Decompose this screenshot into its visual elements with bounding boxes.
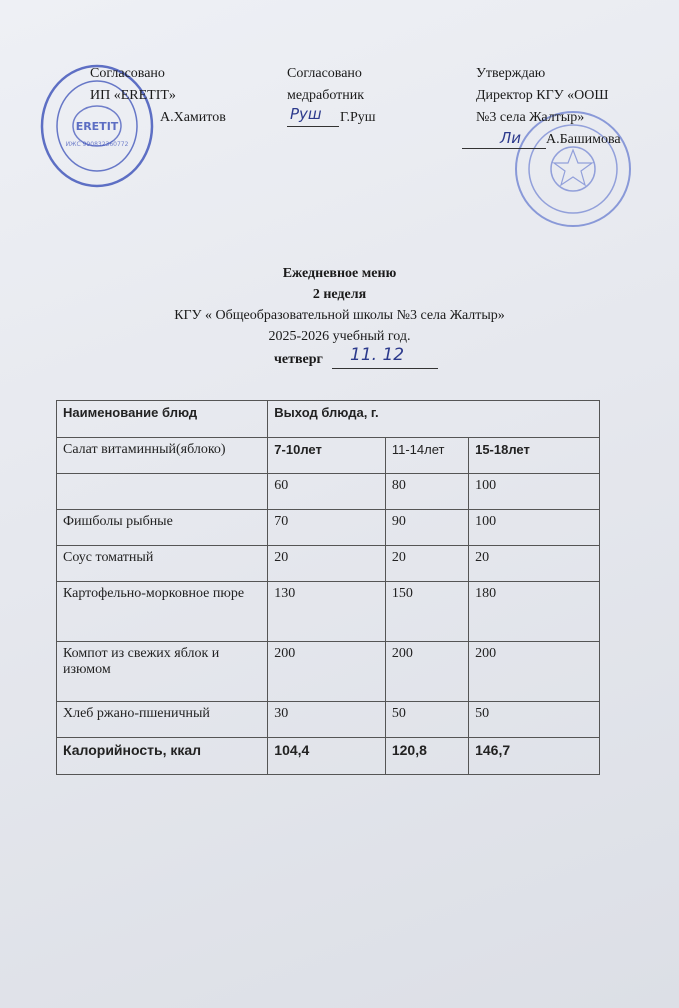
left-approval-name: А.Хамитов: [160, 110, 226, 125]
value-cell: 50: [469, 702, 600, 738]
value-cell: 90: [385, 510, 468, 546]
age-group-cell: 7-10лет: [268, 438, 386, 474]
menu-title: Ежедневное меню: [282, 266, 397, 281]
calories-row: [57, 738, 600, 775]
value-cell: 180: [469, 582, 600, 642]
value-cell: 200: [469, 642, 600, 702]
value-cell: 70: [268, 510, 386, 546]
age-group-cell: 15-18лет: [469, 438, 600, 474]
value-cell: 100: [469, 474, 600, 510]
dish-cell: Хлеб ржано-пшеничный: [57, 702, 268, 738]
value-cell: 20: [268, 546, 386, 582]
week-label: 2 неделя: [312, 287, 367, 302]
value-cell: 20: [469, 546, 600, 582]
value-cell: 200: [385, 642, 468, 702]
value-cell: 200: [268, 642, 386, 702]
calories-value: 120,8: [385, 738, 468, 775]
school-name: КГУ « Общеобразовательной школы №3 села Жалтыр»: [174, 308, 505, 323]
date-line: [332, 368, 438, 369]
calories-value: 146,7: [469, 738, 600, 775]
table-row: [57, 438, 600, 474]
table-row: [57, 702, 600, 738]
right-signature-line: [462, 148, 546, 149]
dish-cell: Соус томатный: [57, 546, 268, 582]
table-row: [57, 474, 600, 510]
header-output: Выход блюда, г.: [268, 401, 600, 438]
middle-approval-role: медработник: [287, 88, 365, 103]
day-label: четверг: [274, 352, 323, 367]
dish-cell: Картофельно-морковное пюре: [57, 582, 268, 642]
value-cell: 20: [385, 546, 468, 582]
value-cell: 50: [385, 702, 468, 738]
dish-cell: Компот из свежих яблок и изюмом: [57, 642, 268, 702]
value-cell: 130: [268, 582, 386, 642]
table-row: [57, 582, 600, 642]
table-header-row: [57, 401, 600, 438]
dish-cell: Салат витаминный(яблоко): [57, 438, 268, 474]
value-cell: 60: [268, 474, 386, 510]
table-row: [57, 546, 600, 582]
calories-value: 104,4: [268, 738, 386, 775]
value-cell: 150: [385, 582, 468, 642]
middle-signature: Руш: [290, 105, 322, 123]
left-approval-title: Согласовано: [90, 66, 165, 81]
academic-year: 2025-2026 учебный год.: [268, 329, 411, 344]
middle-approval-title: Согласовано: [287, 66, 362, 81]
right-signature: Ли: [500, 129, 522, 147]
header-dish: Наименование блюд: [57, 401, 268, 438]
right-approval-name: А.Башимова: [546, 132, 621, 147]
calories-label: Калорийность, ккал: [57, 738, 268, 775]
value-cell: 100: [469, 510, 600, 546]
middle-signature-line: [287, 126, 339, 127]
svg-text:ИЖС 990832360772: ИЖС 990832360772: [65, 141, 129, 148]
menu-table: [56, 400, 600, 775]
svg-text:ERETIT: ERETIT: [75, 120, 119, 133]
value-cell: 80: [385, 474, 468, 510]
value-cell: 30: [268, 702, 386, 738]
right-approval-school: №3 села Жалтыр»: [476, 110, 585, 125]
table-row: [57, 510, 600, 546]
table-row: [57, 642, 600, 702]
right-approval-title: Утверждаю: [476, 66, 546, 81]
dish-cell: Фишболы рыбные: [57, 510, 268, 546]
left-approval-org: ИП «ERETIT»: [90, 88, 176, 103]
dish-cell: [57, 474, 268, 510]
handwritten-date: 11. 12: [350, 345, 405, 365]
middle-approval-name: Г.Руш: [340, 110, 376, 125]
age-group-cell: 11-14лет: [385, 438, 468, 474]
right-approval-role: Директор КГУ «ООШ: [476, 88, 609, 103]
